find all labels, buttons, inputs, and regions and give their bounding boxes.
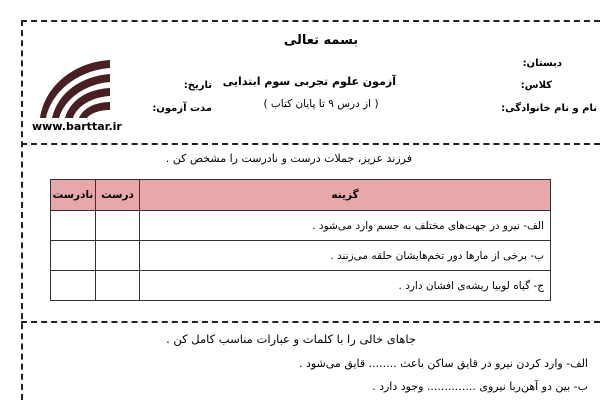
column-header: گزینه bbox=[140, 180, 551, 211]
date-label: تاریخ: bbox=[183, 80, 212, 91]
statement-cell: ج- گیاه لوبیا ریشه‌ی افشان دارد . bbox=[140, 271, 551, 301]
false-answer-cell[interactable] bbox=[51, 241, 96, 271]
column-header: درست bbox=[96, 180, 140, 211]
true-false-table bbox=[50, 179, 551, 301]
true-answer-cell[interactable] bbox=[96, 271, 140, 301]
fill-blank-item: الف- وارد کردن نیرو در قایق ساکن باعث ........ قایق می‌شود . bbox=[298, 357, 588, 370]
website-url: www.barttar.ir bbox=[32, 120, 122, 133]
section2-instruction: جاهای خالی را با کلمات و عبارات مناسب کامل کن . bbox=[166, 332, 416, 346]
table-row bbox=[51, 271, 551, 301]
column-header: نادرست bbox=[51, 180, 96, 211]
duration-label: مدت آزمون: bbox=[152, 103, 212, 114]
section-divider bbox=[21, 321, 600, 323]
exam-range: ( از درس ۹ تا پایان کتاب ) bbox=[263, 98, 379, 110]
header-divider bbox=[21, 143, 600, 145]
table-row bbox=[51, 241, 551, 271]
true-answer-cell[interactable] bbox=[96, 241, 140, 271]
statement-cell: ب- برخی از مارها دور تخم‌هایشان حلقه می‌زنند . bbox=[140, 241, 551, 271]
class-label: کلاس: bbox=[520, 80, 552, 91]
table-header-row bbox=[51, 180, 551, 211]
fill-blank-item: ب- بین دو آهن‌ربا نیروی .............. وجود دارد . bbox=[372, 380, 588, 393]
statement-cell: الف- نیرو در جهت‌های مختلف به جسم وارد می‌شود . bbox=[140, 211, 551, 241]
table-row bbox=[51, 211, 551, 241]
name-label: نام و نام خانوادگی: bbox=[501, 103, 597, 114]
false-answer-cell[interactable] bbox=[51, 211, 96, 241]
exam-title: آزمون علوم تجربی سوم ابتدایی bbox=[222, 75, 396, 88]
section1-instruction: فرزند عزیز، جملات درست و نادرست را مشخص کن . bbox=[165, 152, 412, 165]
false-answer-cell[interactable] bbox=[51, 271, 96, 301]
school-label: دبستان: bbox=[522, 58, 562, 69]
true-answer-cell[interactable] bbox=[96, 211, 140, 241]
page-title: بسمه تعالی bbox=[283, 33, 359, 48]
barttar-logo-icon bbox=[30, 40, 114, 120]
